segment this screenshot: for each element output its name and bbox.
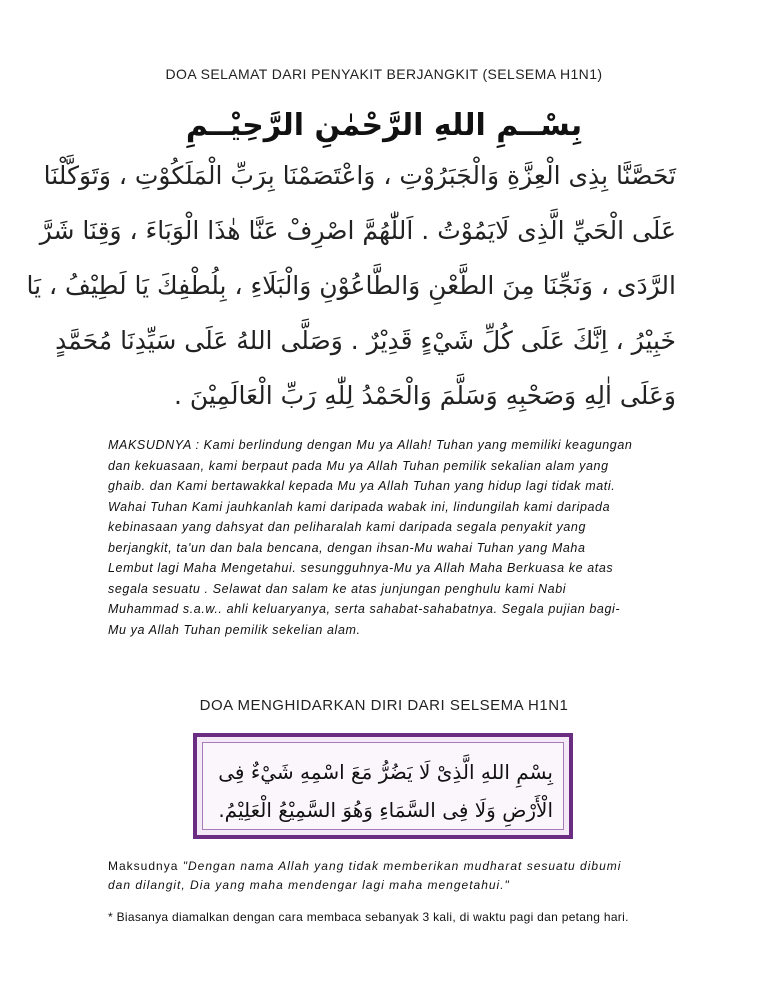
meaning-line: ghaib. dan Kami bertawakkal kepada Mu ya Allah Tuhan yang hidup lagi tidak mati. <box>108 479 616 493</box>
framed-arabic-text <box>213 753 553 829</box>
arabic-line: الرَّدَى ، وَنَجِّنَا مِنَ الطَّعْنِ وَالطَّاعُوْنِ وَالْبَلَاءِ ، بِلُطْفِكَ يَا لَطِيْفُ ، يَا <box>26 271 676 300</box>
practice-note: * Biasanya diamalkan dengan cara membaca sebanyak 3 kali, di waktu pagi dan petang hari. <box>108 910 629 924</box>
framed-arabic-line: بِسْمِ اللهِ الَّذِىْ لَا يَضُرُّ مَعَ اسْمِهِ شَيْءٌ فِى <box>218 760 553 784</box>
arabic-line: تَحَصَّنَّا بِذِى الْعِزَّةِ وَالْجَبَرُوْتِ ، وَاعْتَصَمْنَا بِرَبِّ الْمَلَكُوْتِ ، وَتَوَكَّلْنَا <box>43 161 676 190</box>
meaning2-label: Maksudnya <box>108 859 179 873</box>
meaning-line: kebinasaan yang dahsyat dan peliharalah kami daripada segala penyakit yang <box>108 520 587 534</box>
meaning-line: Muhammad s.a.w.. ahli keluaryanya, serta sahabat-sahabatnya. Segala pujian bagi- <box>108 602 621 616</box>
bismillah-heading: بِسْــمِ اللهِ الرَّحْمٰنِ الرَّحِيْــمِ <box>185 108 583 143</box>
meaning-line: Wahai Tuhan Kami jauhkanlah kami daripada wabak ini, lindungilah kami daripada <box>108 499 611 514</box>
meaning-line: Mu ya Allah Tuhan pemilik sekelian alam. <box>108 622 361 637</box>
meaning-line: Lembut lagi Maha Mengetahui. sesungguhnya-Mu ya Allah Maha Berkuasa ke atas <box>108 561 614 575</box>
prayer-frame-inner <box>202 742 564 830</box>
meaning2-quote-start: "Dengan nama Allah yang tidak memberikan mudharat sesuatu dibumi <box>182 859 622 873</box>
arabic-line: عَلَى الْحَيِّ الَّذِى لَايَمُوْتُ . اَللّٰهُمَّ اصْرِفْ عَنَّا هٰذَا الْوَبَاءَ ، وَقِنَا شَرَّ <box>39 216 676 245</box>
framed-arabic-line: الْأَرْضِ وَلَا فِى السَّمَاءِ وَهُوَ السَّمِيْعُ الْعَلِيْمُ. <box>218 798 553 822</box>
meaning-line: berjangkit, ta'un dan bala bencana, dengan ihsan-Mu wahai Tuhan yang Maha <box>108 540 586 555</box>
section2-title: DOA MENGHIDARKAN DIRI DARI SELSEMA H1N1 <box>199 697 569 714</box>
meaning2-line2: dan dilangit, Dia yang maha mendengar lagi maha mengetahui." <box>108 878 510 892</box>
arabic-line: خَبِيْرُ ، اِنَّكَ عَلَى كُلِّ شَيْءٍ قَدِيْرٌ . وَصَلَّى اللهُ عَلَى سَيِّدِنَا مُحَمَّدٍ <box>55 326 676 355</box>
section1-title: DOA SELAMAT DARI PENYAKIT BERJANGKIT (SELSEMA H1N1) <box>165 66 603 82</box>
section2-meaning <box>108 857 668 895</box>
prayer-frame <box>193 733 573 839</box>
meaning-line: dan kekuasaan, kami berpaut pada Mu ya Allah Tuhan pemilik sekalian alam yang <box>108 458 609 473</box>
arabic-line: وَعَلَى اٰلِهِ وَصَحْبِهِ وَسَلَّمَ وَالْحَمْدُ لِلّٰهِ رَبِّ الْعَالَمِيْنَ . <box>173 381 676 410</box>
meaning2-line1 <box>108 857 668 876</box>
arabic-prayer-text <box>26 148 676 423</box>
meaning-line: segala sesuatu . Selawat dan salam ke atas junjungan penghulu kami Nabi <box>108 581 567 596</box>
section1-meaning <box>108 435 668 640</box>
meaning-line: MAKSUDNYA : Kami berlindung dengan Mu ya Allah! Tuhan yang memiliki keagungan <box>108 438 633 452</box>
